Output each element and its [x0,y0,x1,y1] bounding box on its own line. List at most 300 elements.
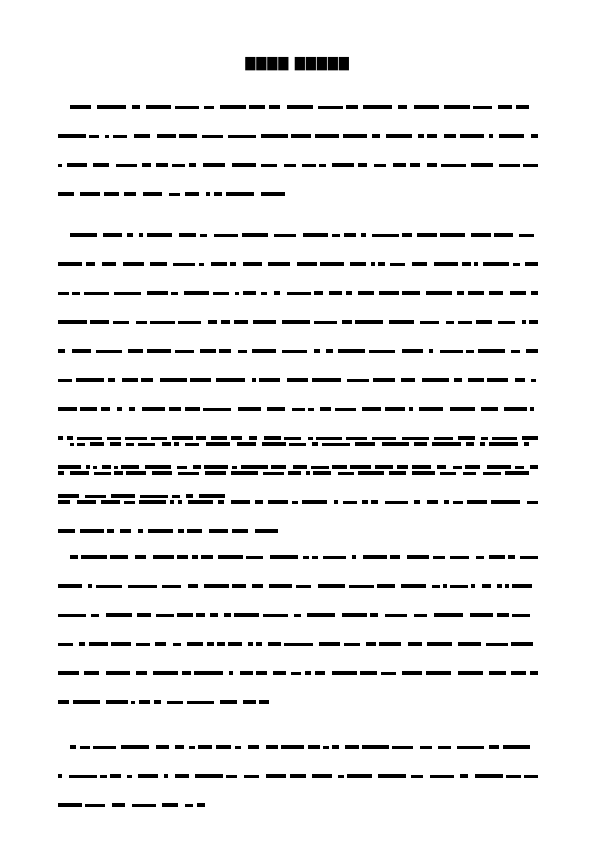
text-word [338,349,365,353]
text-word [69,775,97,778]
text-word [106,671,130,675]
text-word [220,700,237,704]
text-word [259,700,269,704]
text-word [221,320,230,324]
text-word [89,135,99,138]
text-word [432,442,461,446]
text-word [473,106,492,109]
text-word [117,407,122,411]
text-word [237,442,256,446]
text-word [147,233,172,237]
text-word [243,700,256,704]
text-word [214,192,222,196]
text-word [93,746,116,749]
text-word [530,407,534,411]
text-word [93,163,109,167]
text-word [136,643,150,646]
text-word [226,192,254,196]
text-line [58,311,538,340]
text-word [169,407,181,411]
text-line [58,794,538,823]
text-word [466,350,474,353]
text-word [417,233,437,237]
text-word [457,291,464,295]
text-word [378,774,406,778]
text-word [261,292,267,295]
text-word [127,775,132,778]
text-word [429,349,433,353]
text-word [67,163,87,167]
text-word [312,378,341,382]
text-word [318,106,343,109]
text-word [238,407,261,411]
text-word [363,105,392,109]
text-word [491,500,520,504]
text-word [178,472,199,475]
text-word [414,614,427,617]
text-word [284,643,313,646]
text-word [408,642,422,646]
text-word [440,350,463,353]
text-word [110,555,128,559]
text-word [312,774,332,778]
text-word [108,378,115,382]
text-line [58,340,538,369]
text-word [97,105,126,109]
text-word [335,408,356,411]
text-word [156,163,168,167]
text-word [160,378,187,382]
text-word [308,745,320,749]
text-word [147,349,171,353]
text-word [474,262,478,266]
text-word [256,671,267,675]
text-word [497,613,509,617]
paragraph-1 [58,96,538,212]
text-word [402,349,423,353]
text-word [209,529,228,533]
text-word [414,500,420,504]
text-word [211,262,227,266]
text-word [105,135,109,138]
text-word [111,642,131,646]
text-word [318,584,345,588]
text-word [129,407,135,411]
text-word [175,350,194,353]
text-word [467,500,487,504]
text-word [355,442,375,446]
text-word [218,500,224,504]
text-word [206,442,230,446]
text-word [179,233,196,237]
text-word [106,613,132,617]
text-word [114,292,141,295]
text-word [85,804,105,807]
text-word [287,378,308,382]
text-word [122,378,138,382]
text-word [148,529,173,533]
text-word [156,614,174,617]
text-word [513,263,520,266]
text-word [152,471,172,475]
text-word [323,746,329,749]
text-word [58,774,62,778]
text-word [494,233,513,237]
text-word [290,774,306,778]
text-word [296,585,311,588]
text-word [344,643,360,646]
text-word [189,746,195,749]
text-word [346,291,352,295]
text-word [153,671,178,675]
text-word [414,105,439,109]
text-word [370,613,378,617]
text-word [385,407,405,411]
text-word [134,134,150,138]
text-word [314,291,323,295]
text-word [248,745,259,749]
text-word [320,407,331,411]
text-word [58,349,65,353]
text-word [84,671,99,675]
text-word [412,471,435,475]
text-word [208,320,217,324]
text-word [73,700,100,704]
text-word [175,774,189,778]
text-word [90,442,104,446]
text-word [58,471,64,475]
text-word [471,584,475,588]
text-word [162,803,178,807]
text-word [329,291,342,295]
text-word [198,745,212,749]
text-word [489,291,503,295]
text-word [386,134,412,138]
text-word [164,774,168,778]
text-word [120,529,131,533]
text-word [190,378,211,382]
text-word [433,556,445,559]
text-word [499,134,524,138]
text-line [58,433,538,462]
text-word [96,350,122,353]
text-word [138,774,158,778]
document-title: ▇▇▇▇ ▇▇▇▇▇ [245,56,350,71]
text-word [344,233,356,237]
text-word [411,775,423,778]
text-word [362,745,389,749]
text-word [200,234,207,237]
text-word [520,556,538,559]
text-word [499,164,520,167]
text-line [58,604,538,633]
text-word [297,262,317,266]
text-word [392,746,413,749]
text-word [402,671,422,675]
text-word [261,192,285,196]
text-word [157,134,176,138]
text-word [427,134,437,138]
text-word [232,163,256,167]
text-word [216,745,231,749]
text-word [138,529,143,533]
text-word [489,745,499,749]
text-line [58,736,538,765]
text-word [308,408,314,411]
text-word [175,745,184,749]
text-word [529,320,538,324]
text-word [511,350,520,353]
text-word [306,471,310,475]
text-word [255,500,263,504]
text-word [80,746,90,749]
text-word [169,193,180,196]
text-word [199,263,204,266]
text-word [475,774,503,778]
text-word [334,500,338,504]
text-line [58,491,538,520]
text-word [481,407,498,411]
text-word [332,234,340,237]
text-word [188,584,198,588]
text-word [307,613,335,617]
text-word [489,442,518,446]
text-word [511,671,526,675]
text-word [526,349,538,353]
text-word [146,105,171,109]
text-word [89,642,108,646]
text-word [101,500,120,504]
text-word [210,613,218,617]
text-word [342,320,352,324]
text-word [173,643,181,646]
text-word [450,556,469,559]
text-word [171,292,178,295]
text-line [58,154,538,183]
text-word [530,671,538,675]
text-word [489,671,506,675]
text-line [58,546,538,575]
text-word [88,584,92,588]
text-line [58,691,538,720]
text-word [468,378,484,382]
text-line [58,369,538,398]
text-word [80,192,100,196]
text-word [389,471,406,475]
text-word [70,443,74,446]
text-word [155,642,166,646]
text-word [266,774,286,778]
text-word [58,320,87,324]
text-word [202,135,223,138]
text-word [450,585,468,588]
text-word [346,105,358,109]
text-word [374,164,386,167]
text-word [150,262,167,266]
text-word [444,134,456,138]
text-word [249,105,265,109]
text-word [440,472,456,475]
text-word [229,671,233,675]
text-word [312,556,318,559]
text-word [192,555,198,559]
text-word [463,472,476,475]
text-word [486,643,508,646]
text-word [100,775,107,778]
text-word [273,671,286,675]
text-word [363,555,387,559]
text-word [228,642,242,646]
text-word [110,442,121,446]
text-word [302,500,327,504]
text-word [427,163,437,167]
text-word [79,642,85,646]
text-word [287,105,313,109]
text-word [531,379,536,382]
text-word [385,501,408,504]
text-word [246,556,263,559]
text-word [460,134,484,138]
text-word [269,584,292,588]
text-word [218,555,243,559]
text-word [287,292,311,295]
text-word [240,671,253,675]
text-word [372,134,380,138]
text-word [175,106,199,109]
text-word [505,584,509,588]
text-word [84,292,109,295]
text-word [91,614,99,617]
text-word [319,642,340,646]
text-word [139,700,150,704]
text-word [315,134,339,138]
text-word [379,291,399,295]
text-word [315,671,325,675]
text-word [478,349,505,353]
text-word [505,471,529,475]
text-word [58,500,70,504]
text-line [58,253,538,282]
text-word [523,164,538,167]
text-word [352,555,356,559]
text-word [323,556,346,559]
text-word [216,378,245,382]
text-word [253,320,276,324]
text-word [294,614,301,617]
text-word [524,442,529,446]
text-word [343,501,357,504]
text-word [114,471,123,475]
text-word [432,585,440,588]
text-word [358,291,374,295]
text-word [427,642,452,646]
text-word [226,775,237,778]
text-word [196,613,205,617]
text-word [292,501,298,504]
text-word [377,584,395,588]
text-word [263,614,288,617]
text-word [378,262,385,266]
text-word [422,378,449,382]
text-word [123,262,144,266]
text-word [441,164,466,167]
text-word [81,555,107,559]
text-word [268,262,290,266]
text-word [503,745,530,749]
text-word [402,233,412,237]
text-word [314,321,337,324]
text-word [434,613,463,617]
text-word [124,501,135,504]
text-word [162,585,181,588]
text-word [457,746,484,749]
text-word [195,774,223,778]
text-word [162,442,171,446]
text-word [70,745,76,749]
text-word [305,671,311,675]
text-word [58,643,73,646]
text-word [349,585,374,588]
text-word [213,292,229,295]
text-word [185,192,199,196]
text-word [527,501,538,504]
text-word [219,349,231,353]
text-word [203,163,225,167]
text-line [58,125,538,154]
text-word [446,321,454,324]
paragraph-5 [58,736,538,823]
text-word [508,555,515,559]
text-line [58,224,538,253]
text-word [173,263,195,266]
text-word [112,803,125,807]
paragraph-4 [58,546,538,720]
text-word [358,471,384,475]
text-word [407,555,429,559]
text-word [126,443,134,446]
text-word [128,585,157,588]
text-word [187,642,203,646]
text-word [332,745,339,749]
text-word [177,613,193,617]
text-word [136,671,147,675]
text-word [243,262,262,266]
text-word [515,378,525,382]
text-word [70,233,97,237]
text-word [460,774,468,778]
text-word [76,378,104,382]
text-word [141,378,153,382]
text-word [332,671,357,675]
text-word [418,134,424,138]
text-word [511,642,533,646]
text-word [77,443,85,446]
text-word [138,443,155,446]
text-word [201,555,213,559]
text-word [224,613,231,617]
text-word [263,472,284,475]
text-word [150,321,175,324]
text-word [487,378,508,382]
text-word [345,745,359,749]
text-word [256,642,262,646]
text-word [238,350,247,353]
text-word [369,350,395,353]
text-word [58,529,75,533]
text-word [414,442,427,446]
text-word [267,407,285,411]
text-word [154,700,161,704]
